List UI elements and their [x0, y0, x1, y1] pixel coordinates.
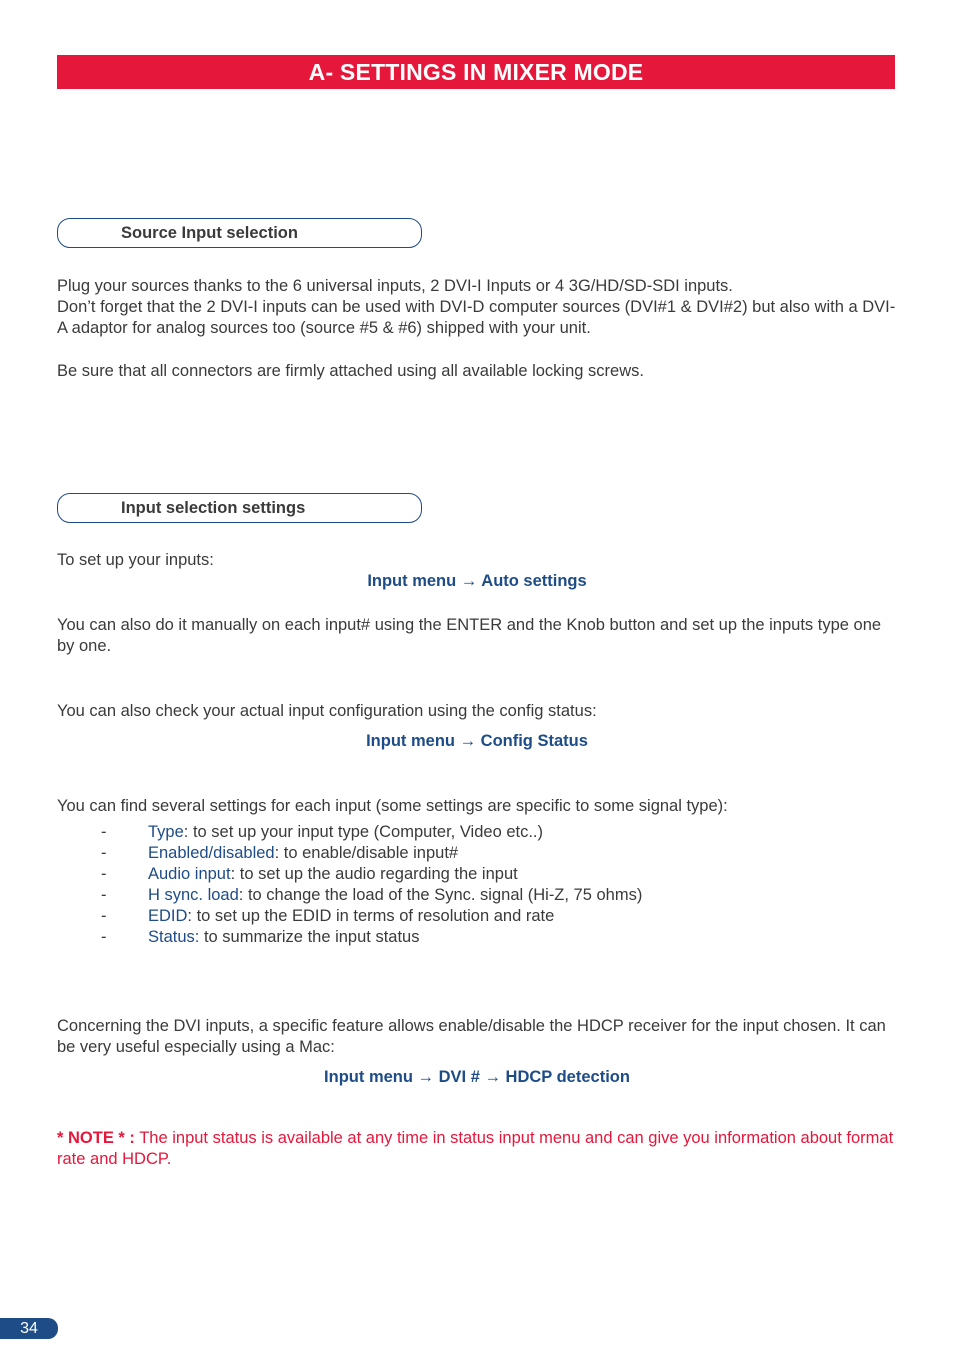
note-label: * NOTE * :: [57, 1129, 135, 1147]
list-item: [57, 864, 899, 885]
paragraph-plug-sources: [57, 276, 899, 339]
setting-desc: : to set up the EDID in terms of resolution and rate: [187, 907, 555, 925]
note-text: The input status is available at any time in status input menu and can give you information about format rate and HDCP.: [57, 1129, 894, 1168]
menu-path-auto-settings: Input menu → Auto settings: [367, 572, 587, 590]
list-dash: -: [101, 865, 107, 883]
section-heading-source-input: Source Input selection: [57, 218, 422, 248]
list-dash: -: [101, 928, 107, 946]
setting-term: Type: [148, 823, 184, 841]
settings-list: [57, 822, 899, 948]
paragraph-line: Plug your sources thanks to the 6 universal inputs, 2 DVI-I Inputs or 4 3G/HD/SD-SDI inputs.: [57, 277, 733, 295]
paragraph-setup-intro: To set up your inputs:: [57, 551, 214, 569]
list-item: [57, 927, 899, 948]
list-item: [57, 885, 899, 906]
note-paragraph: [57, 1128, 899, 1170]
menu-path-hdcp-detection: Input menu → DVI # → HDCP detection: [324, 1068, 630, 1086]
list-item: [57, 906, 899, 927]
setting-term: Enabled/disabled: [148, 844, 275, 862]
list-dash: -: [101, 823, 107, 841]
setting-term: H sync. load: [148, 886, 239, 904]
setting-term: Audio input: [148, 865, 231, 883]
list-dash: -: [101, 886, 107, 904]
paragraph-line: Don’t forget that the 2 DVI-I inputs can be used with DVI-D computer sources (DVI#1 & DVI#2) but also with a DVI-A adaptor for analog sources too (source #5 & #6) shipped with your unit.: [57, 298, 896, 337]
list-dash: -: [101, 844, 107, 862]
paragraph-locking-screws: Be sure that all connectors are firmly attached using all available locking screws.: [57, 362, 644, 380]
setting-desc: to summarize the input status: [199, 928, 420, 946]
setting-term: Status:: [148, 928, 200, 946]
setting-term: EDID: [148, 907, 188, 925]
setting-desc: : to enable/disable input#: [274, 844, 459, 862]
menu-path-config-status: Input menu → Config Status: [366, 732, 588, 750]
paragraph-dvi-hdcp: Concerning the DVI inputs, a specific feature allows enable/disable the HDCP receiver for the input chosen. It can be very useful especially using a Mac:: [57, 1017, 886, 1056]
list-dash: -: [101, 907, 107, 925]
paragraph-config-status: You can also check your actual input configuration using the config status:: [57, 702, 597, 720]
list-item: [57, 822, 899, 843]
paragraph-manual-setup: You can also do it manually on each input# using the ENTER and the Knob button and set up the inputs type one by one.: [57, 616, 882, 655]
list-item: [57, 843, 899, 864]
page-number-badge: 34: [0, 1318, 58, 1339]
page-title: A- SETTINGS IN MIXER MODE: [57, 55, 895, 89]
setting-desc: : to change the load of the Sync. signal (Hi-Z, 75 ohms): [238, 886, 643, 904]
setting-desc: : to set up the audio regarding the input: [230, 865, 518, 883]
section-heading-input-selection: Input selection settings: [57, 493, 422, 523]
setting-desc: : to set up your input type (Computer, Video etc..): [183, 823, 544, 841]
paragraph-settings-intro: You can find several settings for each input (some settings are specific to some signal type):: [57, 797, 728, 815]
